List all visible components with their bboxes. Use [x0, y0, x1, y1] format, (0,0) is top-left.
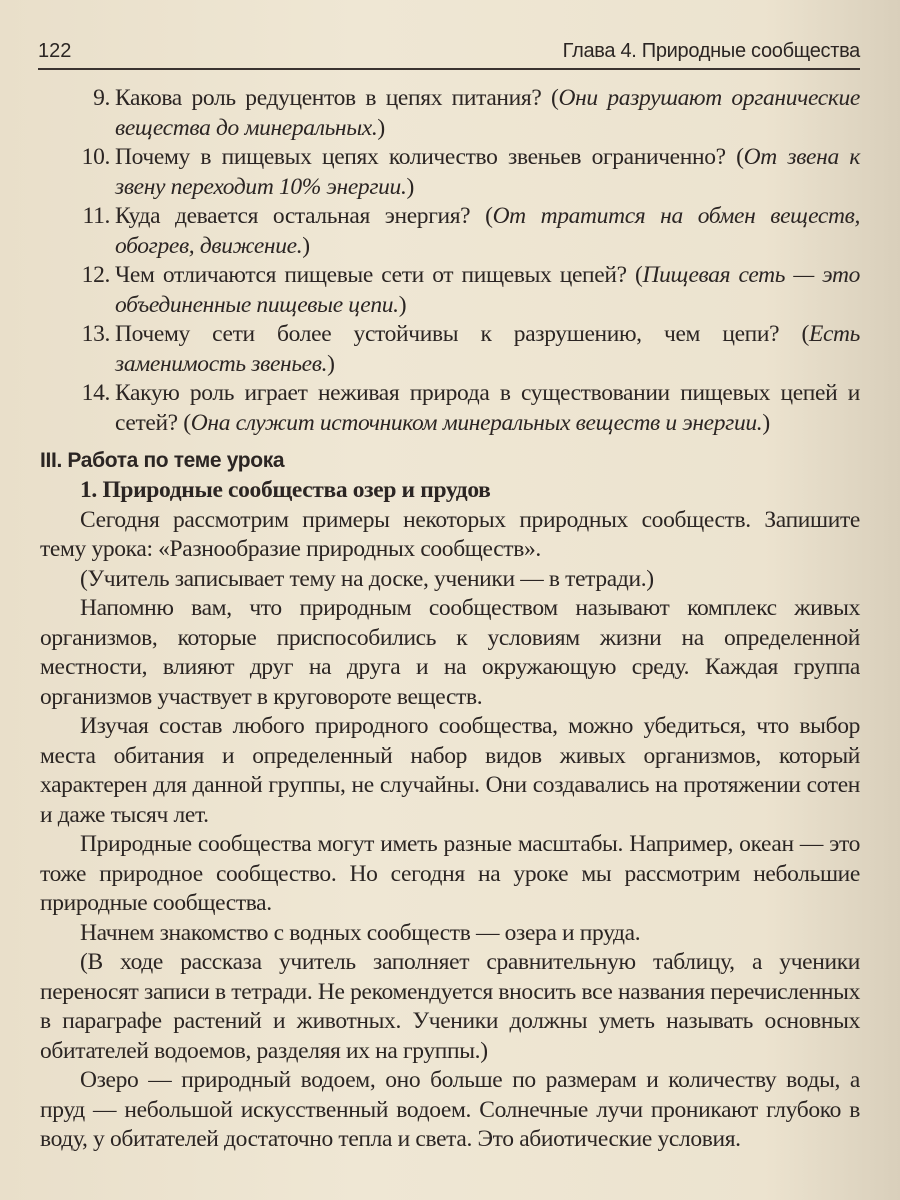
paragraph: Изучая состав любого природного сообщества, можно убедиться, что выбор места обитания и определенный набор видов живых организмов, который характерен для данной группы, не случайны. Они создавались на протяжении сотен и даже тысяч лет.: [40, 713, 860, 828]
answer-close: ): [302, 232, 310, 259]
paragraph: (В ходе рассказа учитель заполняет сравнительную таблицу, а ученики переносят записи в тетради. Не рекомендуется вносить все названия перечисленных в параграфе растений и животных. Ученики должны уметь называть основных обитателей водоемов, разделяя их на группы.): [40, 949, 860, 1064]
question-item: [40, 84, 860, 143]
question-number: 9.: [93, 85, 110, 111]
question-item: [40, 261, 860, 320]
question-number: 12.: [81, 262, 110, 288]
answer-text: От звена к звену переходит 10% энергии.: [115, 144, 860, 200]
paragraph: (Учитель записывает тему на доске, ученики — в тетради.): [80, 565, 654, 592]
question-text: Куда девается остальная энергия? (: [115, 203, 493, 229]
question-number: 11.: [82, 203, 110, 229]
question-item: [40, 143, 860, 202]
question-text: Какова роль редуцентов в цепях питания? (: [115, 85, 559, 111]
page-number: 122: [38, 40, 72, 62]
question-number: 14.: [81, 380, 110, 406]
question-list: [40, 84, 860, 438]
paragraph: Напомню вам, что природным сообществом называют комплекс живых организмов, которые приспособились к условиям жизни на определенной местности, влияют друг на друга и на окружающую среду. Каждая группа организмов участвует в круговороте веществ.: [40, 595, 860, 710]
question-item: [40, 202, 860, 261]
paragraph: Природные сообщества могут иметь разные масштабы. Например, океан — это тоже природное сообщество. Но сегодня на уроке мы рассмотрим небольшие природные сообщества.: [40, 831, 860, 916]
question-text: Какую роль играет неживая природа в существовании пищевых цепей и сетей? (: [115, 380, 860, 436]
question-item: [40, 379, 860, 438]
answer-text: Она служит источником минеральных веществ и энергии.: [190, 409, 763, 436]
question-text: Чем отличаются пищевые сети от пищевых цепей? (: [115, 262, 643, 288]
answer-close: ): [377, 114, 385, 141]
question-item: [40, 320, 860, 379]
chapter-title: Глава 4. Природные сообщества: [562, 40, 860, 62]
answer-text: От тратится на обмен веществ, обогрев, движение.: [115, 203, 860, 259]
paragraph: Сегодня рассмотрим примеры некоторых природных сообществ. Запишите тему урока: «Разнообразие природных сообществ».: [40, 506, 860, 562]
section-title: III. Работа по теме урока: [40, 449, 285, 472]
question-text: Почему в пищевых цепях количество звеньев ограниченно? (: [115, 144, 744, 170]
answer-close: ): [762, 409, 770, 436]
answer-close: ): [398, 291, 407, 318]
answer-close: ): [406, 173, 414, 200]
question-text: Почему сети более устойчивы к разрушению, чем цепи? (: [115, 321, 809, 347]
page-content: [40, 84, 860, 1155]
question-number: 13.: [81, 321, 110, 347]
answer-text: Они разрушают органические вещества до минеральных.: [115, 85, 860, 141]
paragraph-list: [40, 506, 860, 1155]
question-number: 10.: [81, 144, 110, 170]
answer-text: Есть заменимость звеньев.: [115, 321, 860, 377]
page-header: [38, 38, 860, 70]
paragraph: Начнем знакомство с водных сообществ — озера и пруда.: [80, 919, 641, 946]
answer-close: ): [327, 350, 335, 377]
subsection-title: 1. Природные сообщества озер и прудов: [80, 477, 491, 503]
paragraph: Озеро — природный водоем, оно больше по размерам и количеству воды, а пруд — небольшой искусственный водоем. Солнечные лучи проникают глубоко в воду, у обитателей достаточно тепла и света. Это абиотические условия.: [40, 1067, 860, 1152]
answer-text: Пищевая сеть — это объединенные пищевые цепи.: [115, 262, 860, 318]
